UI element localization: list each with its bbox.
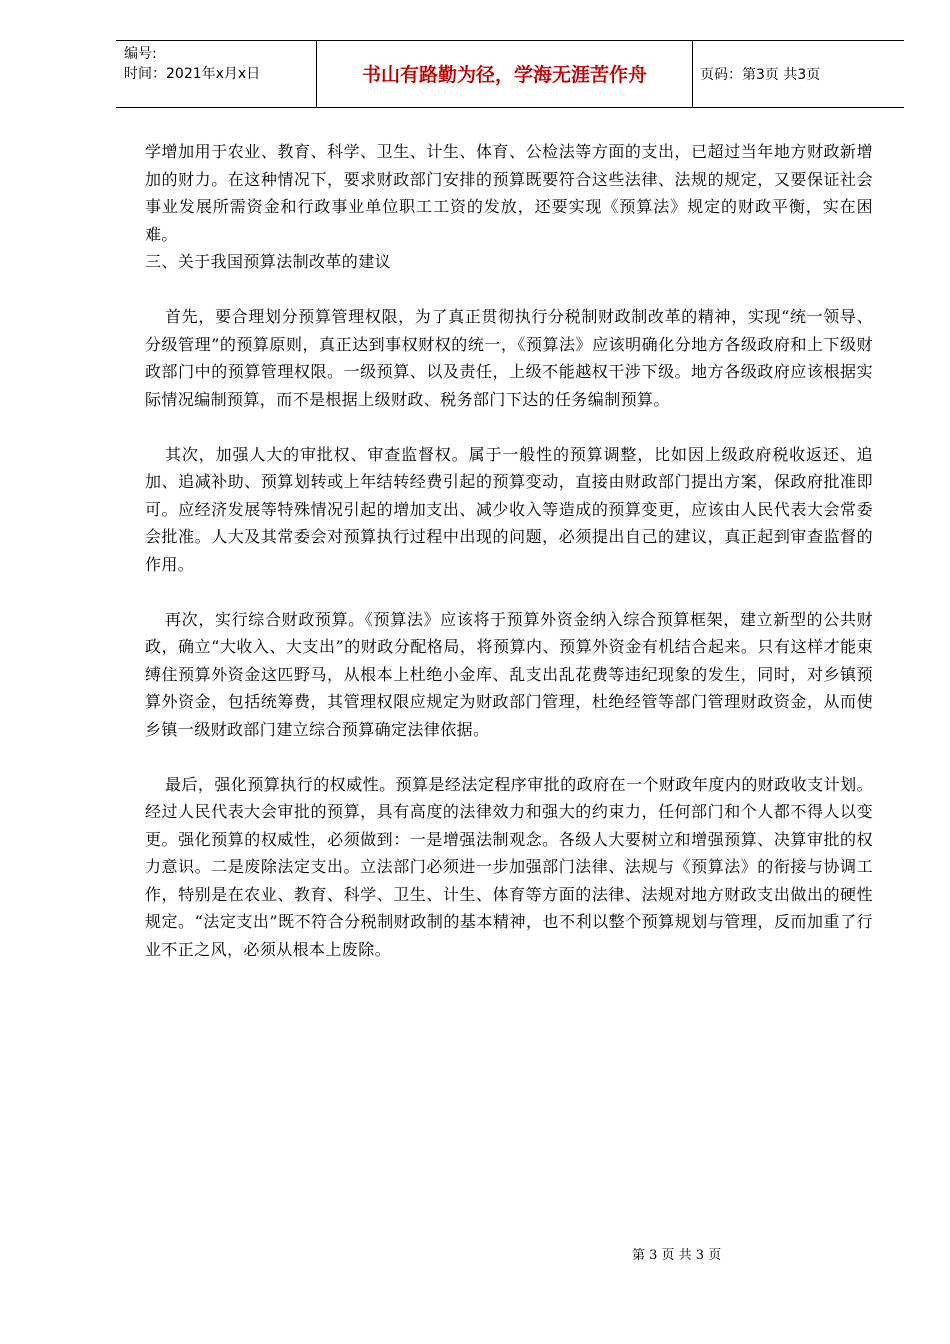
- document-header: [116, 40, 904, 108]
- paragraph-second: 其次，加强人大的审批权、审查监督权。属于一般性的预算调整，比如因上级政府税收返还、追加、追减补助、预算划转或上年结转经费引起的预算变动，直接由财政部门提出方案，保政府批准即可。应经济发展等特殊情况引起的增加支出、减少收入等造成的预算变更，应该由人民代表大会常委会批准。人大及其常委会对预算执行过程中出现的问题，必须提出自己的建议，真正起到审查监督的作用。: [145, 444, 873, 574]
- page-footer: 第 3 页 共 3 页: [632, 1248, 722, 1263]
- paragraph-gap: [145, 578, 873, 606]
- paragraph-third: 再次，实行综合财政预算。《预算法》应该将于预算外资金纳入综合预算框架，建立新型的公共财政，确立“大收入、大支出”的财政分配格局，将预算内、预算外资金有机结合起来。只有这样才能束缚住预算外资金这匹野马，从根本上杜绝小金库、乱支出乱花费等违纪现象的发生，同时，对乡镇预算外资金，包括统筹费，其管理权限应规定为财政部门管理，杜绝经管等部门管理财政资金，从而使乡镇一级财政部门建立综合预算确定法律依据。: [145, 609, 873, 739]
- header-page-info: 页码：第3页 共3页: [700, 67, 821, 83]
- header-motto-cell: [316, 41, 693, 107]
- document-time-label: 时间：2021年x月x日: [124, 66, 261, 82]
- paragraph-fourth: 最后，强化预算执行的权威性。预算是经法定程序审批的政府在一个财政年度内的财政收支计划。经过人民代表大会审批的预算，具有高度的法律效力和强大的约束力，任何部门和个人都不得人以变更。强化预算的权威性，必须做到：一是增强法制观念。各级人大要树立和增强预算、决算审批的权力意识。二是废除法定支出。立法部门必须进一步加强部门法律、法规与《预算法》的衔接与协调工作，特别是在农业、教育、科学、卫生、计生、体育等方面的法律、法规对地方财政支出做出的硬性规定。“法定支出”既不符合分税制财政制的基本精神，也不利以整个预算规划与管理，反而加重了行业不正之风，必须从根本上废除。: [145, 774, 873, 959]
- paragraph-continuation: 学增加用于农业、教育、科学、卫生、计生、体育、公检法等方面的支出，已超过当年地方财政新增加的财力。在这种情况下，要求财政部门安排的预算既要符合这些法律、法规的规定，又要保证社会事业发展所需资金和行政事业单位职工工资的发放，还要实现《预算法》规定的财政平衡，实在困难。: [145, 142, 873, 244]
- header-motto: 书山有路勤为径，学海无涯苦作舟: [361, 64, 647, 86]
- section-heading: 三、关于我国预算法制改革的建议: [145, 252, 392, 271]
- document-body: [145, 138, 873, 963]
- document-number-label: 编号:: [124, 46, 157, 62]
- paragraph-gap: [145, 276, 873, 304]
- header-info-cell: [116, 41, 316, 107]
- header-page-cell: [692, 41, 904, 107]
- paragraph-first: 首先，要合理划分预算管理权限，为了真正贯彻执行分税制财政制改革的精神，实现“统一领导、分级管理”的预算原则，真正达到事权财权的统一，《预算法》应该明确化分地方各级政府和上下级财政部门中的预算管理权限。一级预算、以及责任，上级不能越权干涉下级。地方各级政府应该根据实际情况编制预算，而不是根据上级财政、税务部门下达的任务编制预算。: [145, 307, 873, 409]
- paragraph-gap: [145, 743, 873, 771]
- paragraph-gap: [145, 413, 873, 441]
